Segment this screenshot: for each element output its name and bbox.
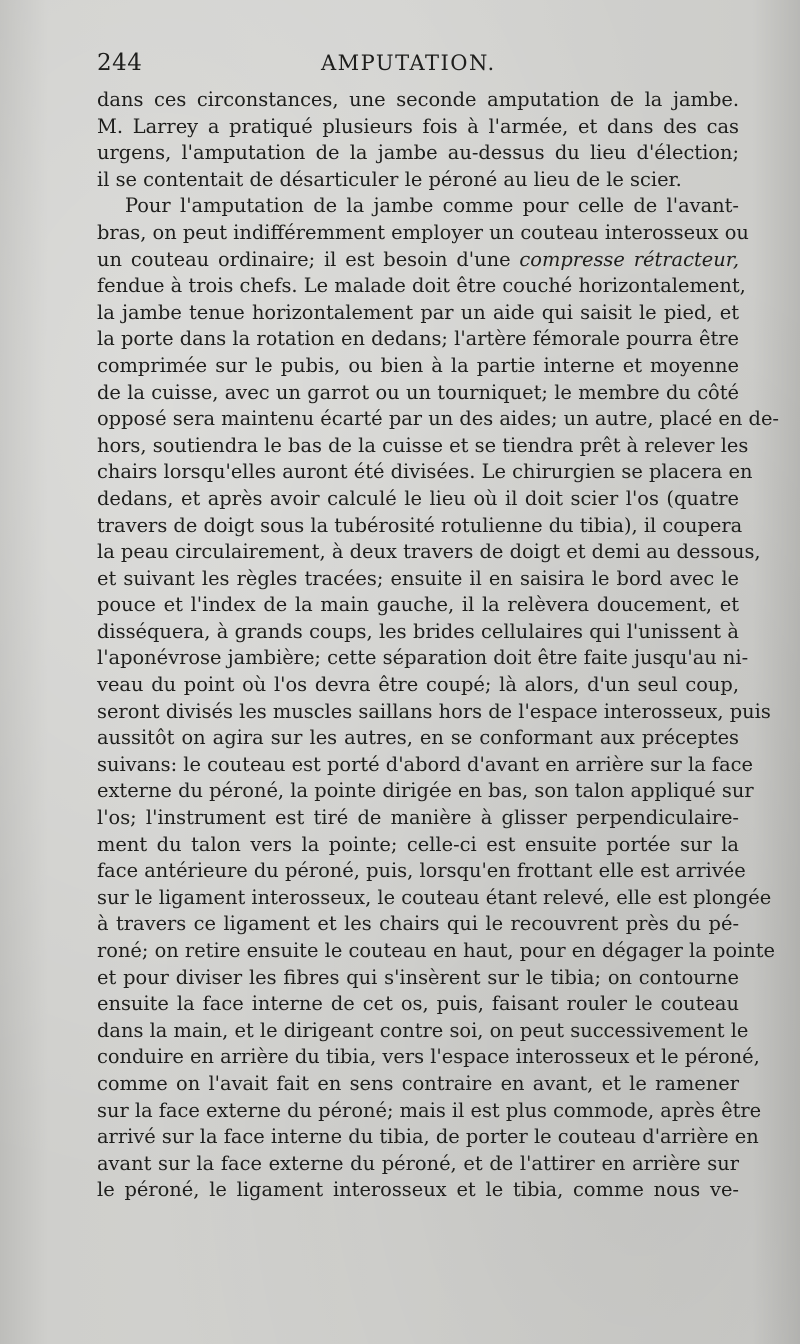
text-line: de la cuisse, avec un garrot ou un tourniquet; le membre du côté xyxy=(97,380,739,404)
text-line: seront divisés les muscles saillans hors de l'espace interosseux, puis xyxy=(97,699,771,723)
text-line: dedans, et après avoir calculé le lieu où il doit scier l'os (quatre xyxy=(97,486,739,510)
text-line: pouce et l'index de la main gauche, il la relèvera doucement, et xyxy=(97,593,739,617)
text-line-with-italic xyxy=(97,247,739,274)
text-line: aussitôt on agira sur les autres, en se conformant aux préceptes xyxy=(97,726,739,750)
text-line: sur le ligament interosseux, le couteau étant relevé, elle est plongée xyxy=(97,885,772,909)
text-segment: un couteau ordinaire; il est besoin d'une xyxy=(97,247,511,271)
text-line: et pour diviser les fibres qui s'insèrent sur le tibia; on contourne xyxy=(97,965,739,989)
text-line: et suivant les règles tracées; ensuite il en saisira le bord avec le xyxy=(97,566,739,590)
page-header xyxy=(97,50,737,82)
text-line: comme on l'avait fait en sens contraire en avant, et le ramener xyxy=(97,1071,739,1095)
text-line: opposé sera maintenu écarté par un des aides; un autre, placé en de- xyxy=(97,407,779,431)
text-line: fendue à trois chefs. Le malade doit être couché horizontalement, xyxy=(97,274,746,298)
text-line: ensuite la face interne de cet os, puis, faisant rouler le couteau xyxy=(97,992,739,1016)
text-line: disséquera, à grands coups, les brides cellulaires qui l'unissent à xyxy=(97,619,739,643)
paragraph-start-line: Pour l'amputation de la jambe comme pour celle de l'avant- xyxy=(125,194,739,218)
text-line: la jambe tenue horizontalement par un aide qui saisit le pied, et xyxy=(97,300,739,324)
italic-term: compresse rétracteur, xyxy=(519,247,739,271)
text-line: dans ces circonstances, une seconde amputation de la jambe. xyxy=(97,88,739,111)
text-line: veau du point où l'os devra être coupé; là alors, d'un seul coup, xyxy=(97,673,739,697)
body-text xyxy=(97,87,779,1204)
page-number: 244 xyxy=(97,50,143,76)
text-line: urgens, l'amputation de la jambe au-dessus du lieu d'élection; xyxy=(97,141,739,165)
text-line: suivans: le couteau est porté d'abord d'avant en arrière sur la face xyxy=(97,752,753,776)
text-line: comprimée sur le pubis, ou bien à la partie interne et moyenne xyxy=(97,353,739,377)
text-line: le péroné, le ligament interosseux et le tibia, comme nous ve- xyxy=(97,1178,739,1202)
text-line: la peau circulairement, à deux travers de doigt et demi au dessous, xyxy=(97,540,761,564)
text-line: arrivé sur la face interne du tibia, de porter le couteau d'arrière en xyxy=(97,1125,759,1149)
text-line: M. Larrey a pratiqué plusieurs fois à l'armée, et dans des cas xyxy=(97,114,739,138)
text-line: il se contentait de désarticuler le péroné au lieu de le scier. xyxy=(97,167,682,191)
text-line: roné; on retire ensuite le couteau en haut, pour en dégager la pointe xyxy=(97,939,776,962)
text-line: travers de doigt sous la tubérosité rotulienne du tibia), il coupera xyxy=(97,513,743,537)
text-line: bras, on peut indifféremment employer un couteau interosseux ou xyxy=(97,220,749,244)
text-line: face antérieure du péroné, puis, lorsqu'en frottant elle est arrivée xyxy=(97,859,746,883)
text-line: ment du talon vers la pointe; celle-ci est ensuite portée sur la xyxy=(97,832,739,856)
text-line: chairs lorsqu'elles auront été divisées. Le chirurgien se placera en xyxy=(97,460,753,484)
text-line: conduire en arrière du tibia, vers l'espace interosseux et le péroné, xyxy=(97,1045,760,1069)
text-line: hors, soutiendra le bas de la cuisse et se tiendra prêt à relever les xyxy=(97,433,749,457)
running-title: AMPUTATION. xyxy=(321,51,496,75)
text-line: l'os; l'instrument est tiré de manière à glisser perpendiculaire- xyxy=(97,806,739,830)
text-line: sur la face externe du péroné; mais il est plus commode, après être xyxy=(97,1098,762,1122)
text-line: externe du péroné, la pointe dirigée en bas, son talon appliqué sur xyxy=(97,779,754,803)
text-line: à travers ce ligament et les chairs qui le recouvrent près du pé- xyxy=(97,912,739,936)
text-line: la porte dans la rotation en dedans; l'artère fémorale pourra être xyxy=(97,327,739,351)
text-line: dans la main, et le dirigeant contre soi, on peut successivement le xyxy=(97,1018,749,1042)
text-line: avant sur la face externe du péroné, et de l'attirer en arrière sur xyxy=(97,1151,739,1175)
text-line: l'aponévrose jambière; cette séparation doit être faite jusqu'au ni- xyxy=(97,646,749,670)
